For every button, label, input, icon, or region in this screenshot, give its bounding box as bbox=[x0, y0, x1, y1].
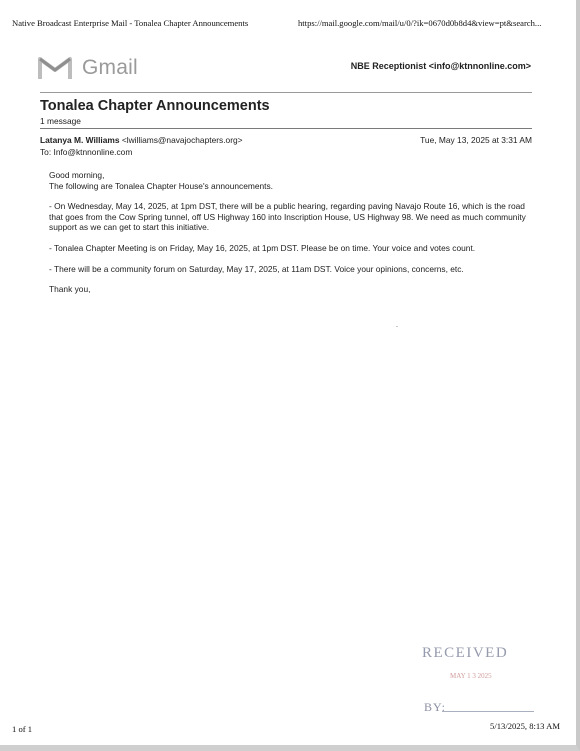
header-divider bbox=[40, 92, 532, 93]
gmail-logo bbox=[38, 52, 138, 84]
thread-divider bbox=[40, 128, 532, 129]
gmail-wordmark: Gmail bbox=[82, 56, 138, 79]
print-timestamp: 5/13/2025, 8:13 AM bbox=[490, 721, 560, 731]
announcement-item-2: - Tonalea Chapter Meeting is on Friday, May 16, 2025, at 1pm DST. Please be on time. Your voice and votes count. bbox=[49, 242, 476, 253]
closing: Thank you, bbox=[49, 284, 91, 295]
announcement-item-3: - There will be a community forum on Saturday, May 17, 2025, at 11am DST. Voice your opinions, concerns, etc. bbox=[49, 263, 464, 274]
announcement-item-1: - On Wednesday, May 14, 2025, at 1pm DST, there will be a public hearing, regarding paving Navajo Route 16, which is the road that goes from the Cow Spring tunnel, off US Highway 160 into Inscription House, US Highway 98. We need as much community support as we can get to start this initiative. bbox=[49, 201, 526, 233]
print-header-url: https://mail.google.com/mail/u/0/?ik=0670d0b8d4&view=pt&search... bbox=[298, 18, 542, 28]
stamp-signature-line bbox=[442, 711, 534, 712]
message-date: Tue, May 13, 2025 at 3:31 AM bbox=[420, 135, 532, 145]
recipient-line: To: Info@ktnnonline.com bbox=[40, 147, 133, 157]
page-number: 1 of 1 bbox=[12, 724, 33, 734]
message-count: 1 message bbox=[40, 116, 81, 126]
greeting: Good morning, bbox=[49, 170, 105, 180]
message-body bbox=[49, 170, 529, 295]
account-label: NBE Receptionist <info@ktnnonline.com> bbox=[350, 61, 531, 71]
stamp-date: MAY 1 3 2025 bbox=[450, 672, 492, 680]
sender-name: Latanya M. Williams bbox=[40, 135, 120, 145]
sender-email: <lwilliams@navajochapters.org> bbox=[121, 135, 243, 145]
scan-speck bbox=[396, 326, 398, 327]
sender-line bbox=[40, 135, 243, 145]
gmail-m-icon bbox=[38, 55, 72, 81]
print-header bbox=[12, 18, 564, 32]
received-stamp bbox=[420, 645, 540, 715]
print-header-title: Native Broadcast Enterprise Mail - Tonalea Chapter Announcements bbox=[12, 18, 249, 28]
thread-subject: Tonalea Chapter Announcements bbox=[40, 98, 270, 114]
intro: The following are Tonalea Chapter House's announcements. bbox=[49, 180, 273, 191]
stamp-by-label: BY: bbox=[424, 700, 446, 714]
stamp-received-text: RECEIVED bbox=[422, 645, 509, 661]
